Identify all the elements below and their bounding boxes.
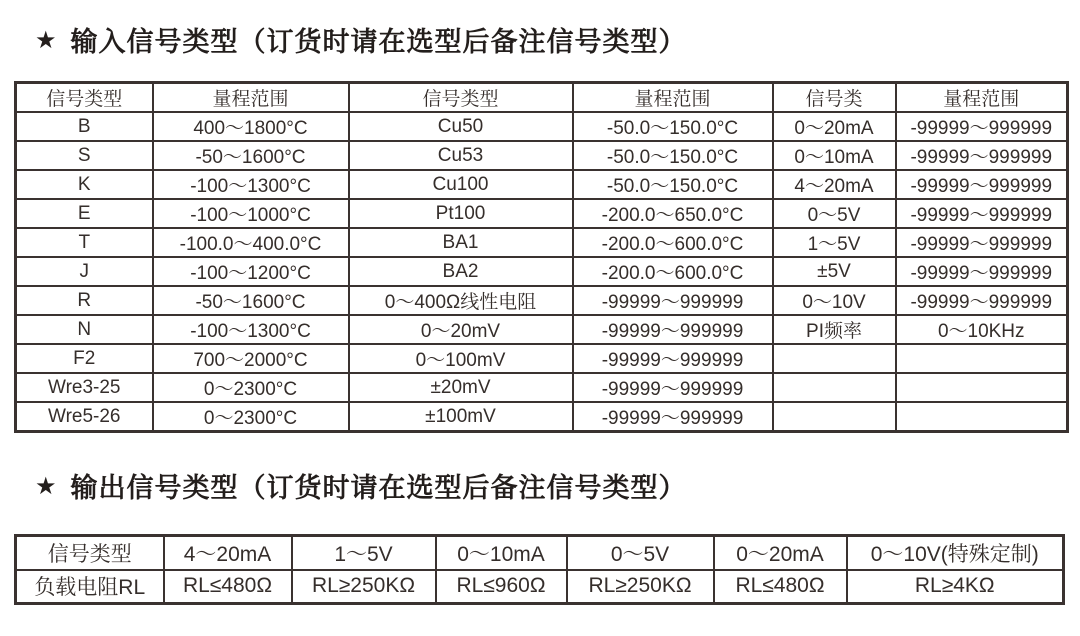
table-cell: -99999～999999 (573, 286, 773, 315)
table-row (16, 199, 1068, 228)
table-cell: -99999～999999 (896, 257, 1068, 286)
table-cell: -99999～999999 (573, 315, 773, 344)
table-cell: 0～5V (773, 199, 896, 228)
table-row (16, 141, 1068, 170)
table-cell: K (16, 170, 153, 199)
table-cell (896, 402, 1068, 432)
table-cell: Cu100 (349, 170, 573, 199)
table-cell: ±5V (773, 257, 896, 286)
table-cell: PI频率 (773, 315, 896, 344)
table-cell: RL≥250KΩ (567, 570, 714, 604)
table-cell: 0～10mA (436, 536, 567, 570)
table-cell: -100～1300°C (153, 170, 349, 199)
table-cell: RL≤480Ω (714, 570, 847, 604)
table-cell: -99999～999999 (896, 112, 1068, 141)
table-cell (773, 344, 896, 373)
column-header: 信号类型 (349, 83, 573, 113)
table-cell: N (16, 315, 153, 344)
table-cell: 0～20mV (349, 315, 573, 344)
table-cell: 400～1800°C (153, 112, 349, 141)
table-cell: Cu53 (349, 141, 573, 170)
table-cell: -100～1300°C (153, 315, 349, 344)
column-header: 信号类型 (16, 83, 153, 113)
table-cell: 0～10mA (773, 141, 896, 170)
column-header: 量程范围 (896, 83, 1068, 113)
table-cell: -100～1200°C (153, 257, 349, 286)
table-row (16, 112, 1068, 141)
table-row (16, 257, 1068, 286)
column-header: 信号类 (773, 83, 896, 113)
table-cell: R (16, 286, 153, 315)
table-cell: 信号类型 (16, 536, 164, 570)
table-cell: 0～10KHz (896, 315, 1068, 344)
output-signal-table (14, 534, 1065, 605)
input-section-title-text: 输入信号类型（订货时请在选型后备注信号类型） (70, 27, 687, 57)
table-cell: F2 (16, 344, 153, 373)
table-cell (896, 373, 1068, 402)
table-cell: RL≤480Ω (164, 570, 292, 604)
table-row (16, 170, 1068, 199)
table-cell: B (16, 112, 153, 141)
table-cell: -99999～999999 (896, 170, 1068, 199)
table-cell: -50～1600°C (153, 141, 349, 170)
table-cell: ±20mV (349, 373, 573, 402)
star-icon: ★ (35, 472, 58, 500)
table-row (16, 570, 1064, 604)
column-header: 量程范围 (153, 83, 349, 113)
table-row (16, 286, 1068, 315)
table-cell: Wre3-25 (16, 373, 153, 402)
table-cell: 0～5V (567, 536, 714, 570)
table-cell: RL≥4KΩ (847, 570, 1064, 604)
table-row (16, 228, 1068, 257)
table-cell: BA1 (349, 228, 573, 257)
header-row (16, 83, 1068, 113)
table-cell (773, 373, 896, 402)
table-cell: -50～1600°C (153, 286, 349, 315)
table-cell: -200.0～600.0°C (573, 257, 773, 286)
table-cell: T (16, 228, 153, 257)
star-icon: ★ (35, 26, 58, 54)
table-row (16, 536, 1064, 570)
table-cell: S (16, 141, 153, 170)
table-cell: 0～100mV (349, 344, 573, 373)
table-cell: Pt100 (349, 199, 573, 228)
table-cell: -99999～999999 (896, 286, 1068, 315)
table-cell: 700～2000°C (153, 344, 349, 373)
table-cell: -50.0～150.0°C (573, 112, 773, 141)
table-row (16, 402, 1068, 432)
table-cell: 负载电阻RL (16, 570, 164, 604)
column-header: 量程范围 (573, 83, 773, 113)
table-cell: BA2 (349, 257, 573, 286)
table-cell: -100～1000°C (153, 199, 349, 228)
input-signal-table (14, 81, 1069, 433)
output-section-title-text: 输出信号类型（订货时请在选型后备注信号类型） (70, 473, 687, 503)
table-cell (896, 344, 1068, 373)
table-cell: Cu50 (349, 112, 573, 141)
table-cell: RL≤960Ω (436, 570, 567, 604)
table-row (16, 373, 1068, 402)
table-cell: -200.0～600.0°C (573, 228, 773, 257)
table-cell: 1～5V (292, 536, 436, 570)
table-cell: E (16, 199, 153, 228)
table-cell: -100.0～400.0°C (153, 228, 349, 257)
table-cell: -50.0～150.0°C (573, 170, 773, 199)
input-section-title (35, 20, 1066, 59)
table-cell: -99999～999999 (896, 228, 1068, 257)
table-row (16, 344, 1068, 373)
table-cell: 0～10V(特殊定制) (847, 536, 1064, 570)
table-cell: -99999～999999 (573, 344, 773, 373)
table-cell: -99999～999999 (896, 141, 1068, 170)
table-cell: -99999～999999 (896, 199, 1068, 228)
table-cell: 0～10V (773, 286, 896, 315)
table-cell: 4～20mA (164, 536, 292, 570)
table-cell: Wre5-26 (16, 402, 153, 432)
table-cell: -99999～999999 (573, 373, 773, 402)
table-cell: -99999～999999 (573, 402, 773, 432)
table-cell: ±100mV (349, 402, 573, 432)
table-cell: 0～20mA (773, 112, 896, 141)
table-cell (773, 402, 896, 432)
table-cell: 0～2300°C (153, 373, 349, 402)
table-cell: RL≥250KΩ (292, 570, 436, 604)
table-row (16, 315, 1068, 344)
table-cell: 0～20mA (714, 536, 847, 570)
table-cell: 0～2300°C (153, 402, 349, 432)
table-cell: -200.0～650.0°C (573, 199, 773, 228)
output-section-title (35, 466, 1066, 505)
table-cell: 4～20mA (773, 170, 896, 199)
table-cell: -50.0～150.0°C (573, 141, 773, 170)
table-cell: 1～5V (773, 228, 896, 257)
table-cell: 0～400Ω线性电阻 (349, 286, 573, 315)
table-cell: J (16, 257, 153, 286)
